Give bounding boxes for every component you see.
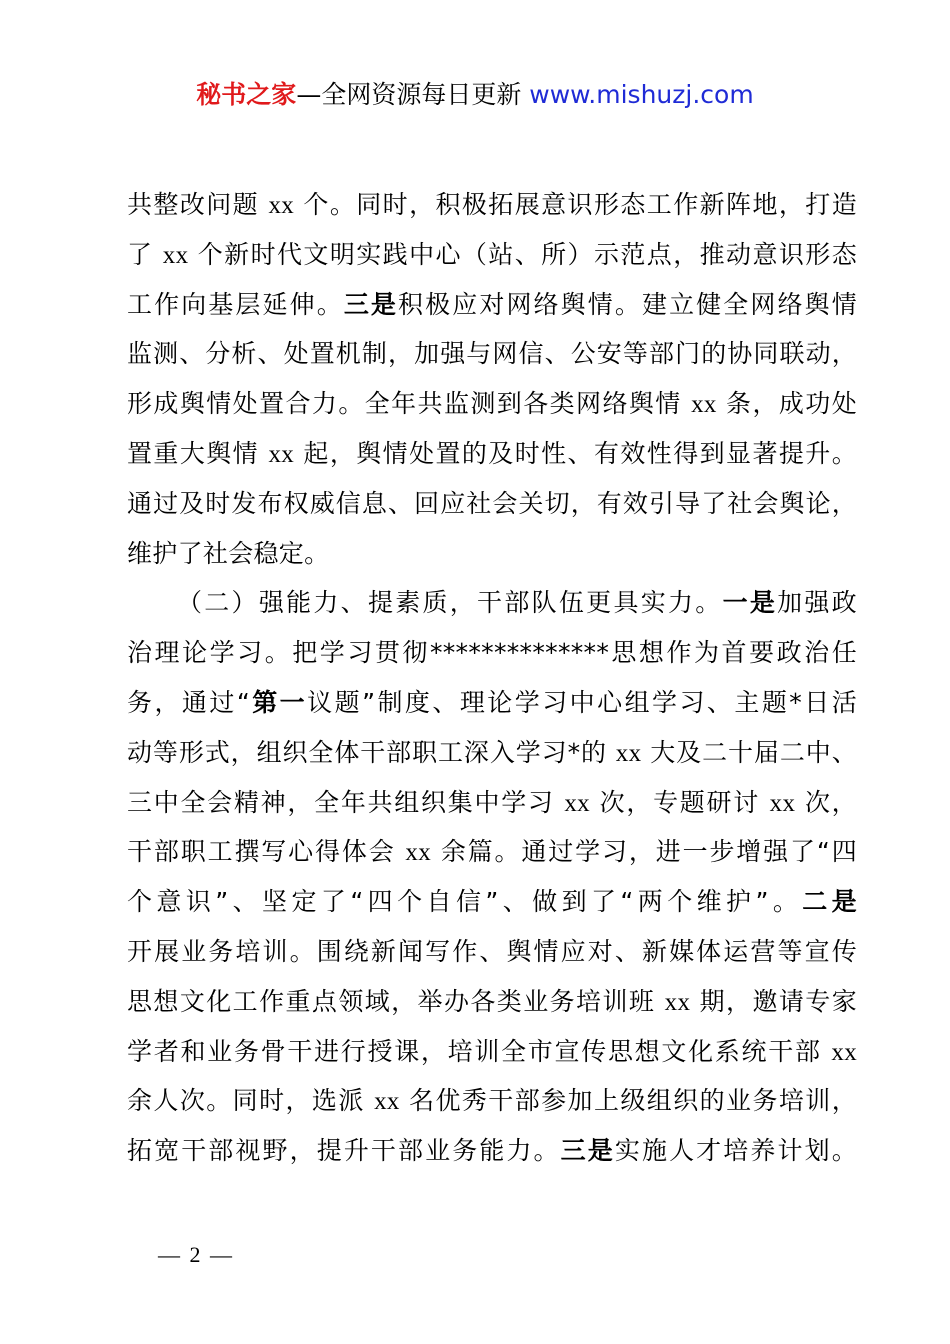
- emphasis-term: 第一: [250, 687, 308, 717]
- text-line: 拓宽干部视野，提升干部业务能力。三是实施人才培养计划。: [127, 1136, 857, 1166]
- text-line: 思想文化工作重点领域，举办各类业务培训班 xx 期，邀请专家: [127, 986, 857, 1016]
- text-line: 共整改问题 xx 个。同时，积极拓展意识形态工作新阵地，打造: [127, 190, 857, 219]
- text-line: 余人次。同时，选派 xx 名优秀干部参加上级组织的业务培训，: [127, 1086, 857, 1116]
- text-line: 工作向基层延伸。三是积极应对网络舆情。建立健全网络舆情: [127, 289, 857, 319]
- document-body: [127, 180, 857, 1176]
- emphasis-ordinal: 二是: [802, 887, 857, 917]
- emphasis-ordinal: 一是: [722, 588, 778, 618]
- text-line: 通过及时发布权威信息、回应社会关切，有效引导了社会舆论，: [127, 488, 857, 518]
- page-number: — 2 —: [158, 1242, 234, 1267]
- text-line: 个意识”、坚定了“四个自信”、做到了“两个维护”。二是: [127, 887, 857, 917]
- text-line: 开展业务培训。围绕新闻写作、舆情应对、新媒体运营等宣传: [127, 936, 857, 966]
- text-line: 动等形式，组织全体干部职工深入学习*的 xx 大及二十届二中、: [127, 737, 857, 767]
- site-tagline: —全网资源每日更新: [296, 80, 530, 109]
- text-line: 维护了社会稳定。: [127, 538, 330, 568]
- text-line: 形成舆情处置合力。全年共监测到各类网络舆情 xx 条，成功处: [127, 389, 857, 419]
- text-line: 了 xx 个新时代文明实践中心（站、所）示范点，推动意识形态: [127, 239, 858, 269]
- text-line: 三中全会精神，全年共组织集中学习 xx 次，专题研讨 xx 次，: [127, 787, 857, 817]
- site-header: [0, 78, 950, 112]
- site-url-link[interactable]: www.mishuzj.com: [529, 80, 754, 109]
- emphasis-ordinal: 三是: [343, 289, 399, 319]
- text-line: 监测、分析、处置机制，加强与网信、公安等部门的协同联动，: [127, 339, 857, 369]
- text-line: 干部职工撰写心得体会 xx 余篇。通过学习，进一步增强了“四: [127, 837, 858, 867]
- text-line: 务，通过“第一议题”制度、理论学习中心组学习、主题*日活: [127, 687, 857, 717]
- text-line: 治理论学习。把学习贯彻**************思想作为首要政治任: [127, 638, 857, 668]
- site-brand: 秘书之家: [196, 80, 297, 109]
- emphasis-ordinal: 三是: [560, 1136, 615, 1166]
- text-line: 学者和业务骨干进行授课，培训全市宣传思想文化系统干部 xx: [127, 1036, 857, 1066]
- section-heading-line: （二）强能力、提素质，干部队伍更具实力。一是加强政: [177, 588, 857, 618]
- text-line: 置重大舆情 xx 起，舆情处置的及时性、有效性得到显著提升。: [127, 438, 857, 468]
